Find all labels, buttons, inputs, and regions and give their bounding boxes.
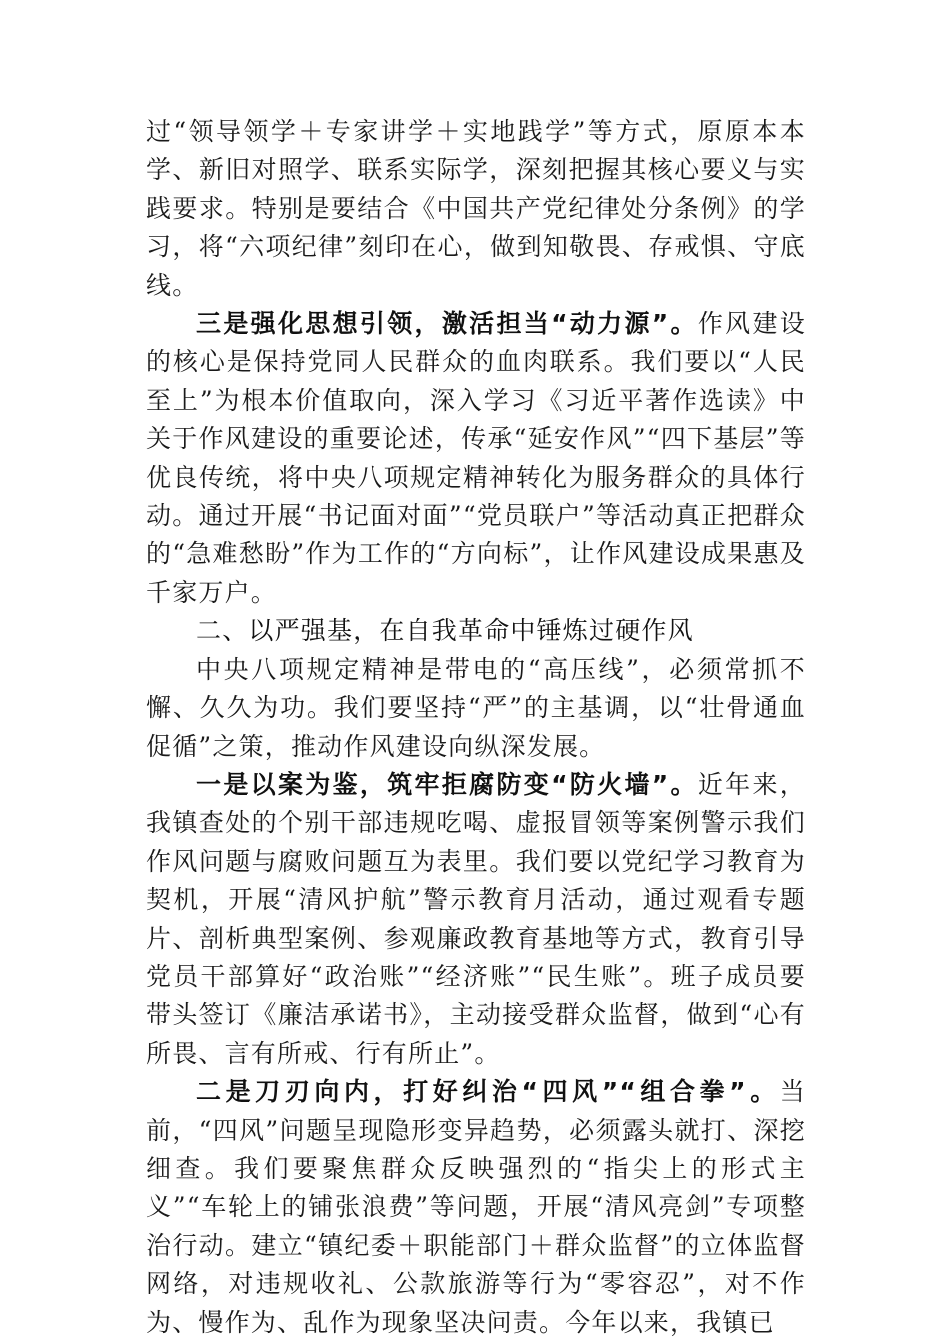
paragraph-lead: 一是以案为鉴，筑牢拒腐防变“防火墙”。 [196, 769, 698, 799]
paragraph-text: 过“领导领学＋专家讲学＋实地践学”等方式，原原本本学、新旧对照学、联系实际学，深刻把握其核心要义与实践要求。特别是要结合《中国共产党纪律处分条例》的学习，将“六项纪律”刻印在心，做到知敬畏、存戒惧、守底线。 [146, 117, 806, 300]
paragraph-lead: 三是强化思想引领，激活担当“动力源”。 [196, 309, 698, 339]
document-body [146, 113, 806, 1342]
paragraph-case-warning [146, 766, 806, 1073]
paragraph-text: 中央八项规定精神是带电的“高压线”，必须常抓不懈、久久为功。我们要坚持“严”的主基调，以“壮骨通血促循”之策，推动作风建设向纵深发展。 [146, 654, 806, 761]
section-heading-two: 二、以严强基，在自我革命中锤炼过硬作风 [196, 616, 694, 646]
paragraph-lead: 二是刀刃向内，打好纠治“四风”“组合拳”。 [196, 1077, 780, 1107]
paragraph-section-intro [146, 651, 806, 766]
paragraph-text: 近年来，我镇查处的个别干部违规吃喝、虚报冒领等案例警示我们作风问题与腐败问题互为表里。我们要以党纪学习教育为契机，开展“清风护航”警示教育月活动，通过观看专题片、剖析典型案例、参观廉政教育基地等方式，教育引导党员干部算好“政治账”“经济账”“民生账”。班子成员要带头签订《廉洁承诺书》，主动接受群众监督，做到“心有所畏、言有所戒、行有所止”。 [146, 769, 806, 1068]
paragraph-ideological-guidance [146, 305, 806, 612]
paragraph-text: 当前，“四风”问题呈现隐形变异趋势，必须露头就打、深挖细查。我们要聚焦群众反映强烈的“指尖上的形式主义”“车轮上的铺张浪费”等问题，开展“清风亮剑”专项整治行动。建立“镇纪委＋职能部门＋群众监督”的立体监督网络，对违规收礼、公款旅游等行为“零容忍”，对不作为、慢作为、乱作为现象坚决问责。今年以来，我镇已 [146, 1077, 806, 1337]
paragraph-text: 作风建设的核心是保持党同人民群众的血肉联系。我们要以“人民至上”为根本价值取向，深入学习《习近平著作选读》中关于作风建设的重要论述，传承“延安作风”“四下基层”等优良传统，将中央八项规定精神转化为服务群众的具体行动。通过开展“书记面对面”“党员联户”等活动真正把群众的“急难愁盼”作为工作的“方向标”，让作风建设成果惠及千家万户。 [146, 309, 806, 607]
paragraph-study-methods [146, 113, 806, 305]
paragraph-four-winds [146, 1073, 806, 1342]
